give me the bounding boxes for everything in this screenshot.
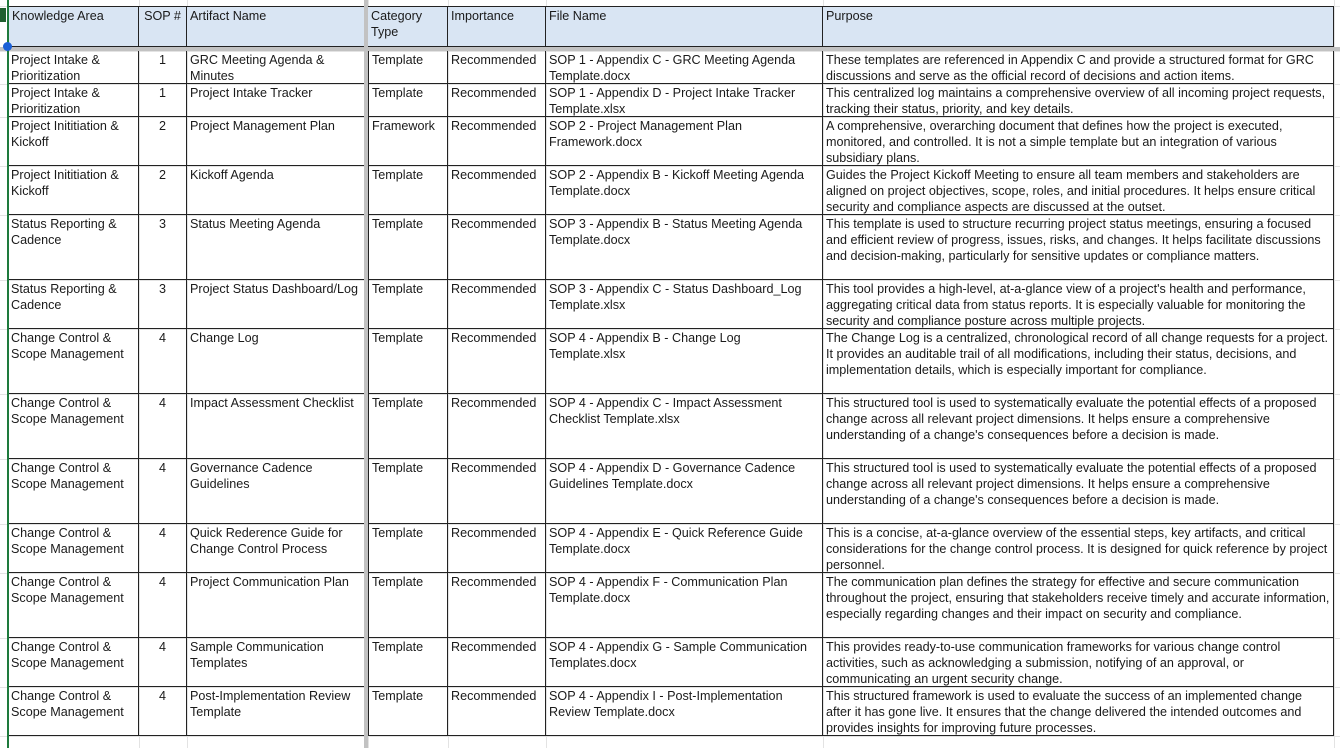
table-cell-importance[interactable]: Recommended [448, 215, 546, 280]
table-cell-file[interactable]: SOP 4 - Appendix I - Post-Implementation Review Template.docx [546, 687, 823, 736]
table-cell-purpose[interactable]: This structured tool is used to systematically evaluate the potential effects of a proposed change across all relevant project dimensions. It helps ensure a comprehensive understanding of a change's consequences before a decision is made. [823, 459, 1334, 524]
table-cell-knowledge-area[interactable]: Change Control & Scope Management [8, 394, 139, 459]
table-cell-category[interactable]: Template [368, 166, 448, 215]
frozen-row-divider[interactable] [0, 47, 1340, 51]
table-cell-sop[interactable]: 4 [139, 329, 187, 394]
column-header-artifact[interactable]: Artifact Name [187, 6, 369, 47]
table-cell-importance[interactable]: Recommended [448, 166, 546, 215]
table-cell-importance[interactable]: Recommended [448, 394, 546, 459]
table-cell-importance[interactable]: Recommended [448, 573, 546, 638]
table-cell-artifact[interactable]: Project Management Plan [187, 117, 368, 166]
table-cell-sop[interactable]: 4 [139, 459, 187, 524]
table-cell-file[interactable]: SOP 2 - Project Management Plan Framework.docx [546, 117, 823, 166]
table-cell-importance[interactable]: Recommended [448, 524, 546, 573]
frozen-column-divider[interactable] [364, 0, 368, 748]
table-cell-category[interactable]: Template [368, 687, 448, 736]
table-cell-sop[interactable]: 1 [139, 84, 187, 117]
table-cell-artifact[interactable]: Post-Implementation Review Template [187, 687, 368, 736]
column-header-importance[interactable]: Importance [448, 6, 546, 47]
table-cell-sop[interactable]: 4 [139, 394, 187, 459]
table-cell-category[interactable]: Template [368, 459, 448, 524]
table-cell-knowledge-area[interactable]: Change Control & Scope Management [8, 329, 139, 394]
table-cell-purpose[interactable]: Guides the Project Kickoff Meeting to ensure all team members and stakeholders are aligned on project objectives, scope, roles, and initial procedures. It helps ensure critical security and compliance aspects are discussed at the outset. [823, 166, 1334, 215]
table-cell-file[interactable]: SOP 3 - Appendix B - Status Meeting Agenda Template.docx [546, 215, 823, 280]
table-cell-artifact[interactable]: Project Status Dashboard/Log [187, 280, 368, 329]
table-cell-knowledge-area[interactable]: Change Control & Scope Management [8, 524, 139, 573]
table-cell-knowledge-area[interactable]: Change Control & Scope Management [8, 573, 139, 638]
table-cell-category[interactable]: Template [368, 638, 448, 687]
table-cell-artifact[interactable]: Project Intake Tracker [187, 84, 368, 117]
table-cell-sop[interactable]: 1 [139, 51, 187, 84]
table-cell-artifact[interactable]: Project Communication Plan [187, 573, 368, 638]
table-cell-importance[interactable]: Recommended [448, 51, 546, 84]
table-cell-file[interactable]: SOP 4 - Appendix D - Governance Cadence Guidelines Template.docx [546, 459, 823, 524]
table-cell-purpose[interactable]: This centralized log maintains a comprehensive overview of all incoming project requests, tracking their status, priority, and key details. [823, 84, 1334, 117]
column-header-category[interactable]: Category Type [368, 6, 448, 47]
table-cell-file[interactable]: SOP 4 - Appendix B - Change Log Template.xlsx [546, 329, 823, 394]
table-cell-purpose[interactable]: The communication plan defines the strategy for effective and secure communication throughout the project, ensuring that stakeholders receive timely and accurate information, especially regarding changes and their impact on security and compliance. [823, 573, 1334, 638]
table-cell-file[interactable]: SOP 3 - Appendix C - Status Dashboard_Log Template.xlsx [546, 280, 823, 329]
table-cell-artifact[interactable]: Sample Communication Templates [187, 638, 368, 687]
table-cell-purpose[interactable]: The Change Log is a centralized, chronological record of all change requests for a project. It provides an auditable trail of all modifications, including their status, decisions, and implementation details, which is especially important for compliance. [823, 329, 1334, 394]
column-header-sop[interactable]: SOP # [139, 6, 187, 47]
table-cell-knowledge-area[interactable]: Change Control & Scope Management [8, 459, 139, 524]
table-cell-category[interactable]: Template [368, 280, 448, 329]
table-cell-artifact[interactable]: Quick Rederence Guide for Change Control Process [187, 524, 368, 573]
gridline [0, 736, 1340, 737]
table-cell-knowledge-area[interactable]: Project Inititiation & Kickoff [8, 166, 139, 215]
table-cell-knowledge-area[interactable]: Status Reporting & Cadence [8, 215, 139, 280]
table-cell-knowledge-area[interactable]: Project Intake & Prioritization [8, 51, 139, 84]
table-cell-purpose[interactable]: This provides ready-to-use communication frameworks for various change control activities, such as acknowledging a submission, notifying of an approval, or communicating an urgent security change. [823, 638, 1334, 687]
table-cell-importance[interactable]: Recommended [448, 638, 546, 687]
table-cell-purpose[interactable]: A comprehensive, overarching document that defines how the project is executed, monitored, and controlled. It is not a simple template but an integration of various subsidiary plans. [823, 117, 1334, 166]
table-cell-sop[interactable]: 4 [139, 638, 187, 687]
table-cell-purpose[interactable]: This template is used to structure recurring project status meetings, ensuring a focused and efficient review of progress, issues, risks, and changes. It helps facilitate discussions and decision-making, particularly for sensitive updates or compliance matters. [823, 215, 1334, 280]
table-cell-category[interactable]: Template [368, 51, 448, 84]
table-cell-importance[interactable]: Recommended [448, 329, 546, 394]
table-cell-artifact[interactable]: Impact Assessment Checklist [187, 394, 368, 459]
table-cell-artifact[interactable]: Status Meeting Agenda [187, 215, 368, 280]
table-cell-category[interactable]: Framework [368, 117, 448, 166]
table-cell-importance[interactable]: Recommended [448, 117, 546, 166]
table-cell-category[interactable]: Template [368, 215, 448, 280]
table-cell-sop[interactable]: 2 [139, 117, 187, 166]
table-cell-importance[interactable]: Recommended [448, 459, 546, 524]
table-cell-category[interactable]: Template [368, 394, 448, 459]
table-cell-file[interactable]: SOP 4 - Appendix G - Sample Communication Templates.docx [546, 638, 823, 687]
table-cell-file[interactable]: SOP 4 - Appendix E - Quick Reference Guide Template.docx [546, 524, 823, 573]
table-cell-category[interactable]: Template [368, 524, 448, 573]
table-cell-knowledge-area[interactable]: Project Inititiation & Kickoff [8, 117, 139, 166]
gridline [1334, 0, 1335, 748]
table-cell-artifact[interactable]: Change Log [187, 329, 368, 394]
column-header-purpose[interactable]: Purpose [823, 6, 1334, 47]
selection-border [7, 0, 9, 748]
table-cell-knowledge-area[interactable]: Status Reporting & Cadence [8, 280, 139, 329]
table-cell-sop[interactable]: 4 [139, 687, 187, 736]
table-cell-purpose[interactable]: This tool provides a high-level, at-a-glance view of a project's health and performance, aggregating critical data from status reports. It is especially valuable for monitoring the security and compliance posture across multiple projects. [823, 280, 1334, 329]
table-cell-file[interactable]: SOP 2 - Appendix B - Kickoff Meeting Agenda Template.docx [546, 166, 823, 215]
table-cell-knowledge-area[interactable]: Project Intake & Prioritization [8, 84, 139, 117]
table-cell-importance[interactable]: Recommended [448, 687, 546, 736]
table-cell-file[interactable]: SOP 4 - Appendix C - Impact Assessment Checklist Template.xlsx [546, 394, 823, 459]
filter-dropdown-icon[interactable] [0, 8, 6, 22]
column-header-knowledge-area[interactable]: Knowledge Area [8, 6, 139, 47]
table-cell-sop[interactable]: 3 [139, 215, 187, 280]
table-cell-file[interactable]: SOP 4 - Appendix F - Communication Plan Template.docx [546, 573, 823, 638]
table-cell-artifact[interactable]: Governance Cadence Guidelines [187, 459, 368, 524]
table-cell-file[interactable]: SOP 1 - Appendix D - Project Intake Tracker Template.xlsx [546, 84, 823, 117]
table-cell-artifact[interactable]: GRC Meeting Agenda & Minutes [187, 51, 368, 84]
table-cell-sop[interactable]: 4 [139, 524, 187, 573]
table-cell-category[interactable]: Template [368, 329, 448, 394]
table-cell-importance[interactable]: Recommended [448, 84, 546, 117]
table-cell-file[interactable]: SOP 1 - Appendix C - GRC Meeting Agenda Template.docx [546, 51, 823, 84]
table-cell-purpose[interactable]: These templates are referenced in Appendix C and provide a structured format for GRC discussions and serve as the official record of decisions and action items. [823, 51, 1334, 84]
table-cell-knowledge-area[interactable]: Change Control & Scope Management [8, 638, 139, 687]
fill-handle[interactable] [3, 42, 12, 51]
table-cell-category[interactable]: Template [368, 84, 448, 117]
table-cell-category[interactable]: Template [368, 573, 448, 638]
table-cell-purpose[interactable]: This structured framework is used to evaluate the success of an implemented change after it has gone live. It ensures that the change delivered the intended outcomes and provides insights for improving future processes. [823, 687, 1334, 736]
table-cell-sop[interactable]: 2 [139, 166, 187, 215]
table-cell-knowledge-area[interactable]: Change Control & Scope Management [8, 687, 139, 736]
table-cell-sop[interactable]: 4 [139, 573, 187, 638]
column-header-file[interactable]: File Name [546, 6, 823, 47]
table-cell-purpose[interactable]: This is a concise, at-a-glance overview of the essential steps, key artifacts, and critical considerations for the change control process. It is designed for quick reference by project personnel. [823, 524, 1334, 573]
table-cell-purpose[interactable]: This structured tool is used to systematically evaluate the potential effects of a proposed change across all relevant project dimensions. It helps ensure a comprehensive understanding of a change's consequences before a decision is made. [823, 394, 1334, 459]
table-cell-artifact[interactable]: Kickoff Agenda [187, 166, 368, 215]
table-cell-importance[interactable]: Recommended [448, 280, 546, 329]
table-cell-sop[interactable]: 3 [139, 280, 187, 329]
